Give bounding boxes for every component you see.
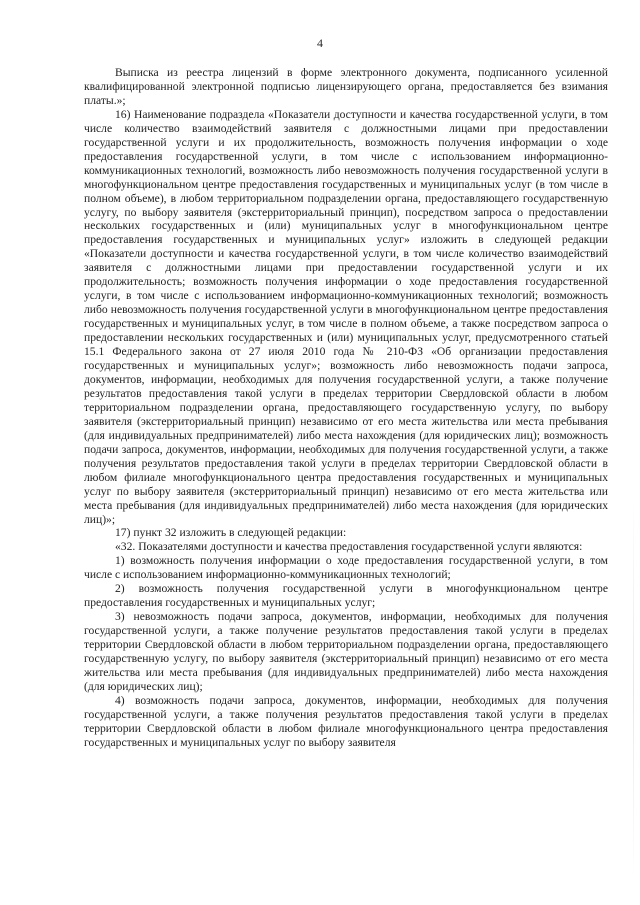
paragraph-indicator-2: 2) возможность получения государственной услуги в многофункциональном центре предоставления государственных и муниципальных услуг; (84, 582, 608, 610)
paragraph-indicator-3: 3) невозможность подачи запроса, документов, информации, необходимых для получения государственной услуги, а также получение результатов предоставления такой услуги в пределах территории Свердловской области в любом территориальном подразделении органа, предоставляющего государственную услугу, по выбору заявителя (экстерриториальный принцип) независимо от его места жительства или места пребывания (для индивидуальных предпринимателей) либо места нахождения (для юридических лиц); (84, 610, 608, 693)
paragraph-item-16: 16) Наименование подраздела «Показатели доступности и качества государственной услуги, в том числе количество взаимодействий заявителя с должностными лицами при предоставлении государственной услуги и их продолжительность, возможность получения информации о ходе предоставления государственной услуги, в том числе с использованием информационно-коммуникационных технологий, возможность либо невозможность получения государственной услуги в многофункциональном центре предоставления государственных и муниципальных услуг (в том числе в полном объеме), в любом территориальном подразделении органа, предоставляющего государственную услугу, по выбору заявителя (экстерриториальный принцип), посредством запроса о предоставлении нескольких государственных и (или) муниципальных услуг в многофункциональном центре предоставления государственных и муниципальных услуг» изложить в следующей редакции «Показатели доступности и качества государственной услуги, в том числе количество взаимодействий заявителя с должностными лицами при предоставлении государственной услуги и их продолжительность; возможность получения информации о ходе предоставления государственной услуги, в том числе с использованием информационно-коммуникационных технологий; возможность либо невозможность получения государственной услуги в многофункциональном центре предоставления государственных и муниципальных услуг, в том числе в полном объеме, а также посредством запроса о предоставлении нескольких государственных и (или) муниципальных услуг, предусмотренного статьей 15.1 Федерального закона от 27 июля 2010 года № 210-ФЗ «Об организации предоставления государственных и муниципальных услуг»; возможность либо невозможность подачи запроса, документов, информации, необходимых для получения государственной услуги, а также получение результатов предоставления такой услуги в пределах территории Свердловской области в любом территориальном подразделении органа, предоставляющего государственную услугу, по выбору заявителя (экстерриториальный принцип) независимо от его места жительства или места пребывания (для индивидуальных предпринимателей) либо места нахождения (для юридических лиц); возможность подачи запроса, документов, информации, необходимых для получения государственной услуги, а также получения результатов предоставления такой услуги в пределах территории Свердловской области в любом филиале многофункционального центра предоставления государственных и муниципальных услуг по выбору заявителя (экстерриториальный принцип) независимо от его места жительства или места пребывания (для индивидуальных предпринимателей) либо места нахождения (для юридических лиц)»; (84, 107, 608, 526)
scan-edge-shadow (633, 500, 634, 880)
paragraph-indicator-4: 4) возможность подачи запроса, документов, информации, необходимых для получения государственной услуги, а также получения результатов предоставления такой услуги в пределах территории Свердловской области в любом филиале многофункционального центра предоставления государственных и муниципальных услуг по выбору заявителя (84, 693, 608, 749)
paragraph-item-17: 17) пункт 32 изложить в следующей редакции: (115, 526, 347, 540)
paragraph-point-32: «32. Показателями доступности и качества предоставления государственной услуги являются: (115, 540, 583, 554)
paragraph-license-extract: Выписка из реестра лицензий в форме электронного документа, подписанного усиленной квалифицированной электронной подписью лицензирующего органа, предоставляется без взимания платы.»; (84, 66, 608, 107)
document-body (84, 66, 608, 750)
page-number: 4 (317, 36, 323, 50)
paragraph-indicator-1: 1) возможность получения информации о ходе предоставления государственной услуги, в том числе с использованием информационно-коммуникационных технологий; (84, 554, 608, 582)
